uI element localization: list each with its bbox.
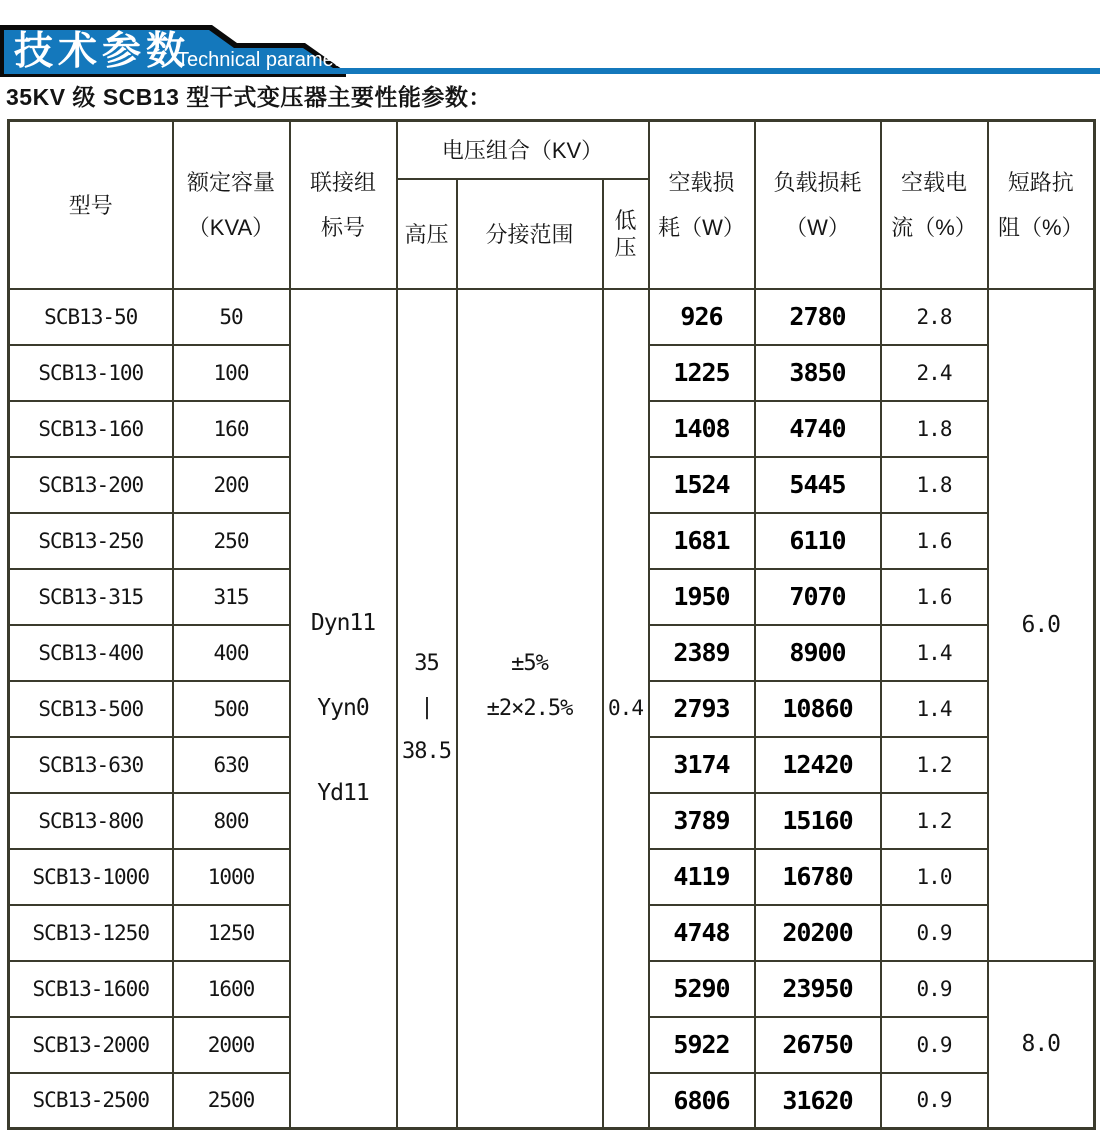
table-row (9, 289, 1095, 345)
model-cell: SCB13-1250 (9, 905, 173, 961)
kva-cell: 500 (173, 681, 290, 737)
kva-cell: 630 (173, 737, 290, 793)
model-cell: SCB13-400 (9, 625, 173, 681)
model-cell: SCB13-250 (9, 513, 173, 569)
load-loss-cell: 23950 (755, 961, 881, 1017)
kva-cell: 200 (173, 457, 290, 513)
no-load-current-cell: 2.8 (881, 289, 988, 345)
model-cell: SCB13-50 (9, 289, 173, 345)
no-load-current-cell: 0.9 (881, 905, 988, 961)
no-load-loss-cell: 1681 (649, 513, 755, 569)
load-loss-cell: 6110 (755, 513, 881, 569)
load-loss-cell: 2780 (755, 289, 881, 345)
load-loss-cell: 26750 (755, 1017, 881, 1073)
header-model: 型号 (9, 121, 173, 289)
header-impedance: 短路抗 阻（%） (988, 121, 1095, 289)
load-loss-cell: 8900 (755, 625, 881, 681)
connection-group-cell: Dyn11 Yyn0 Yd11 (290, 289, 397, 1129)
no-load-current-cell: 1.6 (881, 569, 988, 625)
header-no-load-loss: 空载损 耗（W） (649, 121, 755, 289)
no-load-loss-cell: 4748 (649, 905, 755, 961)
load-loss-cell: 7070 (755, 569, 881, 625)
no-load-current-cell: 0.9 (881, 961, 988, 1017)
no-load-current-cell: 1.2 (881, 737, 988, 793)
header-load-loss: 负载损耗 （W） (755, 121, 881, 289)
page-subtitle: 35KV 级 SCB13 型干式变压器主要性能参数： (6, 84, 492, 110)
lv-cell: 0.4 (603, 289, 649, 1129)
kva-cell: 2500 (173, 1073, 290, 1129)
model-cell: SCB13-160 (9, 401, 173, 457)
hv-cell: 35 | 38.5 (397, 289, 457, 1129)
parameters-table (7, 119, 1096, 1130)
no-load-loss-cell: 1524 (649, 457, 755, 513)
no-load-current-cell: 1.4 (881, 625, 988, 681)
no-load-current-cell: 1.4 (881, 681, 988, 737)
model-cell: SCB13-2500 (9, 1073, 173, 1129)
no-load-loss-cell: 2389 (649, 625, 755, 681)
no-load-loss-cell: 5922 (649, 1017, 755, 1073)
load-loss-cell: 10860 (755, 681, 881, 737)
model-cell: SCB13-630 (9, 737, 173, 793)
kva-cell: 50 (173, 289, 290, 345)
model-cell: SCB13-315 (9, 569, 173, 625)
model-cell: SCB13-2000 (9, 1017, 173, 1073)
kva-cell: 1600 (173, 961, 290, 1017)
kva-cell: 400 (173, 625, 290, 681)
model-cell: SCB13-1600 (9, 961, 173, 1017)
model-cell: SCB13-100 (9, 345, 173, 401)
load-loss-cell: 4740 (755, 401, 881, 457)
banner-title-en: Technical parameter (177, 49, 358, 71)
impedance-cell-8: 8.0 (988, 961, 1095, 1129)
load-loss-cell: 3850 (755, 345, 881, 401)
header-tap-range: 分接范围 (457, 179, 603, 289)
no-load-current-cell: 0.9 (881, 1073, 988, 1129)
load-loss-cell: 20200 (755, 905, 881, 961)
header-lv: 低 压 (603, 179, 649, 289)
no-load-loss-cell: 2793 (649, 681, 755, 737)
tap-range-cell: ±5% ±2×2.5% (457, 289, 603, 1129)
no-load-loss-cell: 1950 (649, 569, 755, 625)
no-load-current-cell: 2.4 (881, 345, 988, 401)
header-hv: 高压 (397, 179, 457, 289)
model-cell: SCB13-500 (9, 681, 173, 737)
no-load-loss-cell: 3174 (649, 737, 755, 793)
load-loss-cell: 16780 (755, 849, 881, 905)
kva-cell: 100 (173, 345, 290, 401)
no-load-loss-cell: 6806 (649, 1073, 755, 1129)
kva-cell: 315 (173, 569, 290, 625)
load-loss-cell: 15160 (755, 793, 881, 849)
no-load-loss-cell: 926 (649, 289, 755, 345)
kva-cell: 1000 (173, 849, 290, 905)
kva-cell: 800 (173, 793, 290, 849)
model-cell: SCB13-200 (9, 457, 173, 513)
header-no-load-current: 空载电 流（%） (881, 121, 988, 289)
load-loss-cell: 5445 (755, 457, 881, 513)
header-connection: 联接组 标号 (290, 121, 397, 289)
no-load-loss-cell: 4119 (649, 849, 755, 905)
no-load-loss-cell: 3789 (649, 793, 755, 849)
no-load-current-cell: 1.0 (881, 849, 988, 905)
no-load-loss-cell: 1408 (649, 401, 755, 457)
load-loss-cell: 12420 (755, 737, 881, 793)
impedance-cell-6: 6.0 (988, 289, 1095, 961)
no-load-loss-cell: 5290 (649, 961, 755, 1017)
model-cell: SCB13-1000 (9, 849, 173, 905)
no-load-loss-cell: 1225 (649, 345, 755, 401)
load-loss-cell: 31620 (755, 1073, 881, 1129)
header-capacity: 额定容量 （KVA） (173, 121, 290, 289)
model-cell: SCB13-800 (9, 793, 173, 849)
kva-cell: 1250 (173, 905, 290, 961)
no-load-current-cell: 1.2 (881, 793, 988, 849)
kva-cell: 160 (173, 401, 290, 457)
no-load-current-cell: 0.9 (881, 1017, 988, 1073)
no-load-current-cell: 1.8 (881, 457, 988, 513)
no-load-current-cell: 1.8 (881, 401, 988, 457)
header-voltage-group: 电压组合（KV） (397, 121, 649, 179)
banner-title-cn: 技术参数 (14, 30, 191, 73)
header-row-group (9, 121, 1095, 179)
banner (0, 25, 1100, 77)
kva-cell: 250 (173, 513, 290, 569)
kva-cell: 2000 (173, 1017, 290, 1073)
no-load-current-cell: 1.6 (881, 513, 988, 569)
